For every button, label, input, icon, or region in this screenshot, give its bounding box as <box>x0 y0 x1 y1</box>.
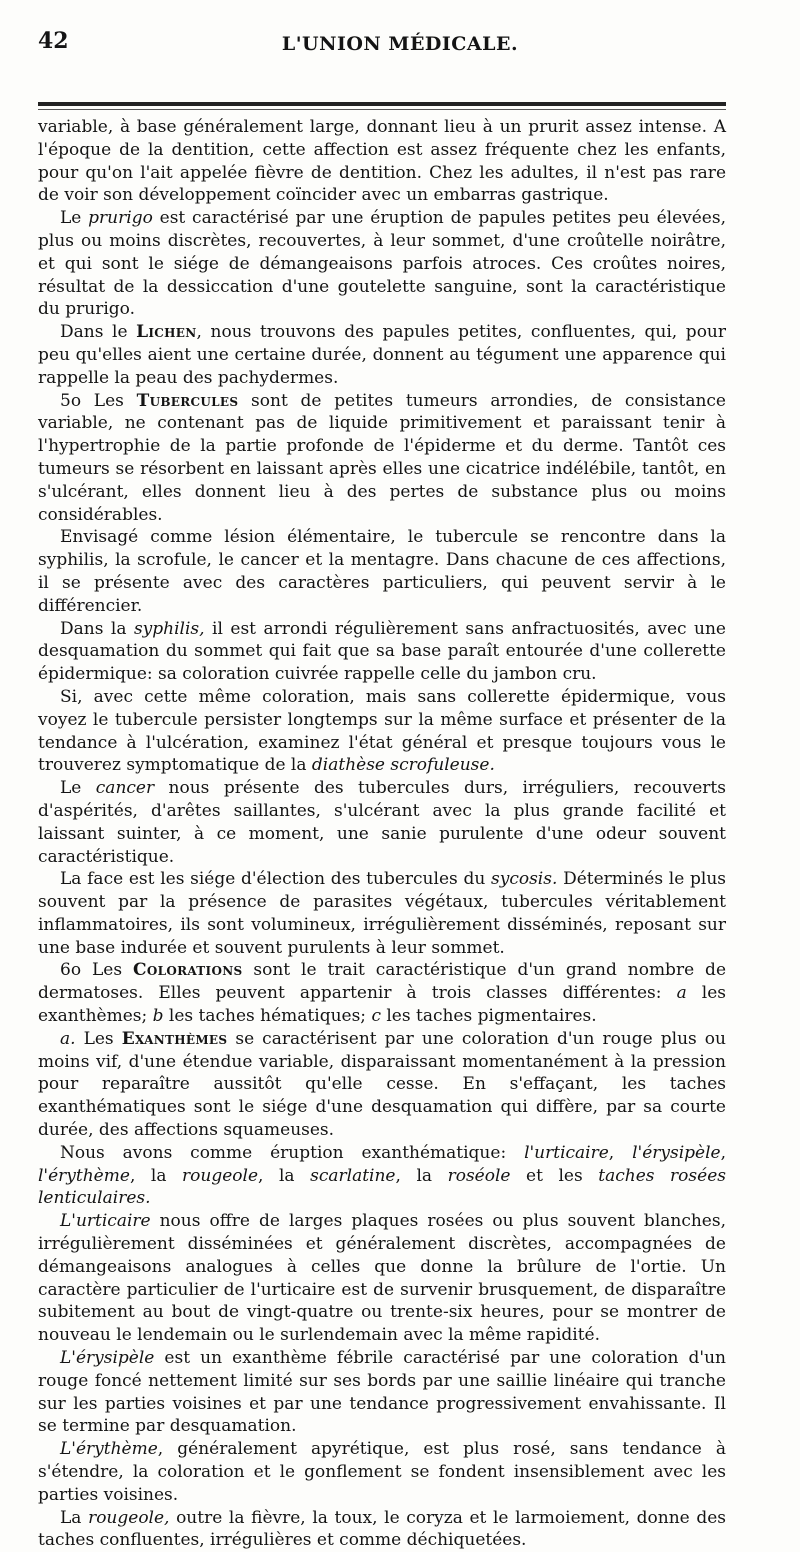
text-run: Déterminés le plus souvent par la présence de parasites végétaux, tubercules véritablement inflammatoires, ils sont volumineux, irrégulièrement disséminés, reposant sur une base indurée et souvent purulents à leur sommet. <box>38 869 727 958</box>
text-run: Si, avec cette même coloration, mais sans collerette épidermique, vous voyez le tubercule persister longtemps sur la même surface et présenter de la tendance à l'ulcération, examinez l'état général et presque toujours vous le trouverez symptomatique de la <box>38 686 726 776</box>
paragraph <box>38 1142 726 1210</box>
text-run: sont le trait caractéristique d'un grand nombre de dermatoses. Elles peuvent appartenir à trois classes différentes: <box>38 960 727 1004</box>
page-number: 42 <box>38 28 69 54</box>
text-run: Les <box>75 1028 122 1049</box>
text-run: Nous avons comme éruption exanthématique: <box>60 1142 525 1163</box>
text-run: , la <box>129 1165 183 1186</box>
italic-term: roséole <box>447 1165 511 1186</box>
italic-term: sycosis. <box>491 869 558 890</box>
italic-term: L'érythème <box>60 1439 158 1460</box>
italic-term: rougeole, <box>88 1507 170 1528</box>
text-run: nous présente des tubercules durs, irréguliers, recouverts d'aspérités, d'arêtes saillantes, s'ulcérant avec la plus grande facilité et laissant suinter, à ce moment, une sanie purulente d'une odeur souvent caractéristique. <box>38 778 726 867</box>
section-term: Tubercules <box>136 390 239 411</box>
text-run: La <box>60 1507 89 1528</box>
text-run: Dans la <box>60 618 134 639</box>
italic-term: a. <box>60 1028 76 1049</box>
italic-term: rougeole <box>182 1165 259 1186</box>
text-run: outre la fièvre, la toux, le coryza et le larmoiement, donne des taches confluentes, irrégulières et comme déchiquetées. <box>38 1507 727 1551</box>
paragraph <box>38 116 726 207</box>
text-run: La face est les siége d'élection des tubercules du <box>60 869 491 890</box>
italic-term: l'urticaire <box>524 1142 609 1163</box>
text-run: , généralement apyrétique, est plus rosé, sans tendance à s'étendre, la coloration et le gonflement se fondent insensiblement avec les parties voisines. <box>38 1439 726 1505</box>
text-run: , <box>608 1142 633 1163</box>
italic-term: L'érysipèle <box>60 1348 155 1369</box>
paragraph <box>38 1438 726 1506</box>
text-run: les taches pigmentaires. <box>380 1006 597 1027</box>
section-term: Lichen <box>136 322 197 343</box>
paragraph <box>38 321 726 389</box>
text-run: les taches hématiques; <box>163 1006 372 1027</box>
paragraph <box>38 1507 726 1552</box>
italic-term: b <box>152 1006 164 1027</box>
paragraph <box>38 686 726 777</box>
text-run: 5o Les <box>60 390 137 411</box>
italic-term: taches rosées lenticulaires. <box>38 1165 726 1209</box>
section-term: Colorations <box>133 960 243 981</box>
italic-term: syphilis, <box>133 618 205 639</box>
paragraph <box>38 390 726 527</box>
italic-term: c <box>371 1006 381 1027</box>
paragraph <box>38 207 726 321</box>
paragraph <box>38 777 726 868</box>
text-run: Le <box>60 208 89 229</box>
paragraph <box>38 868 726 959</box>
text-run: variable, à base généralement large, donnant lieu à un prurit assez intense. A l'époque de la dentition, cette affection est assez fréquente chez les enfants, pour qu'on l'ait appelée fièvre de dentition. Chez les adultes, il n'est pas rare de voir son développement coïncider avec un embarras gastrique. <box>38 117 726 206</box>
italic-term: diathèse scrofuleuse. <box>311 755 495 776</box>
text-run: , <box>720 1142 726 1163</box>
paragraph <box>38 959 726 1027</box>
header-rule-thin <box>38 109 726 110</box>
running-title: L'UNION MÉDICALE. <box>281 33 519 55</box>
text-run: est un exanthème fébrile caractérisé par une coloration d'un rouge foncé nettement limité sur ses bords par une saillie linéaire qui tranche sur les parties voisines et par une tendance progressivement envahissante. Il se termine par desquamation. <box>38 1348 726 1437</box>
section-term: Exanthèmes <box>121 1028 228 1049</box>
italic-term: l'érythème <box>38 1165 130 1186</box>
header-rule-thick <box>38 102 726 106</box>
text-run: 6o Les <box>60 960 133 981</box>
paragraph <box>38 526 726 617</box>
paragraph <box>38 1028 726 1142</box>
italic-term: prurigo <box>88 208 153 229</box>
italic-term: l'érysipèle <box>632 1142 721 1163</box>
italic-term: scarlatine <box>310 1165 396 1186</box>
italic-term: L'urticaire <box>60 1211 151 1232</box>
text-run: est caractérisé par une éruption de papules petites peu élevées, plus ou moins discrètes, recouvertes, à leur sommet, d'une croûtelle noirâtre, et qui sont le siége de démangeaisons parfois atroces. Ces croûtes noires, résultat de la dessiccation d'une goutelette sanguine, sont la caractéristique du prurigo. <box>38 208 726 320</box>
text-run: , nous trouvons des papules petites, confluentes, qui, pour peu qu'elles aient une certaine durée, donnent au tégument une apparence qui rappelle la peau des pachydermes. <box>38 322 726 388</box>
text-run: , la <box>395 1165 448 1186</box>
article-body <box>38 116 726 1552</box>
text-run: Envisagé comme lésion élémentaire, le tubercule se rencontre dans la syphilis, la scrofule, le cancer et la mentagre. Dans chacune de ces affections, il se présente avec des caractères particuliers, qui peuvent servir à le différencier. <box>38 527 726 616</box>
italic-term: cancer <box>95 778 155 799</box>
text-run: sont de petites tumeurs arrondies, de consistance variable, ne contenant pas de liquide primitivement et paraissant tenir à l'hypertrophie de la partie profonde de l'épiderme et du derme. Tantôt ces tumeurs se résorbent en laissant après elles une cicatrice indélébile, tantôt, en s'ulcérant, elles donnent lieu à des pertes de substance plus ou moins considérables. <box>38 390 726 525</box>
text-run: il est arrondi régulièrement sans anfractuosités, avec une desquamation du sommet qui fait que sa base paraît entourée d'une collerette épidermique: sa coloration cuivrée rappelle celle du jambon cru. <box>38 618 726 685</box>
text-run: et les <box>510 1165 599 1186</box>
text-run: Dans le <box>60 322 137 343</box>
paragraph <box>38 1347 726 1438</box>
paragraph <box>38 1210 726 1347</box>
text-run: Le <box>60 778 96 799</box>
text-run: , la <box>258 1165 311 1186</box>
italic-term: a <box>676 983 687 1004</box>
text-run: nous offre de larges plaques rosées ou plus souvent blanches, irrégulièrement disséminées et généralement discrètes, accompagnées de démangeaisons analogues à celles que donne la brûlure de l'ortie. Un caractère particulier de l'urticaire est de survenir brusquement, de disparaître subitement au bout de vingt-quatre ou trente-six heures, pour se montrer de nouveau le lendemain ou le surlendemain avec la même rapidité. <box>38 1211 726 1346</box>
text-run: les exanthèmes; <box>38 983 726 1027</box>
paragraph <box>38 618 726 686</box>
text-run: se caractérisent par une coloration d'un rouge plus ou moins vif, d'une étendue variable, disparaissant momentanément à la pression pour reparaître aussitôt qu'elle cesse. En s'effaçant, les taches exanthématiques sont le siége d'une desquamation qui diffère, par sa courte durée, des affections squameuses. <box>38 1028 726 1141</box>
